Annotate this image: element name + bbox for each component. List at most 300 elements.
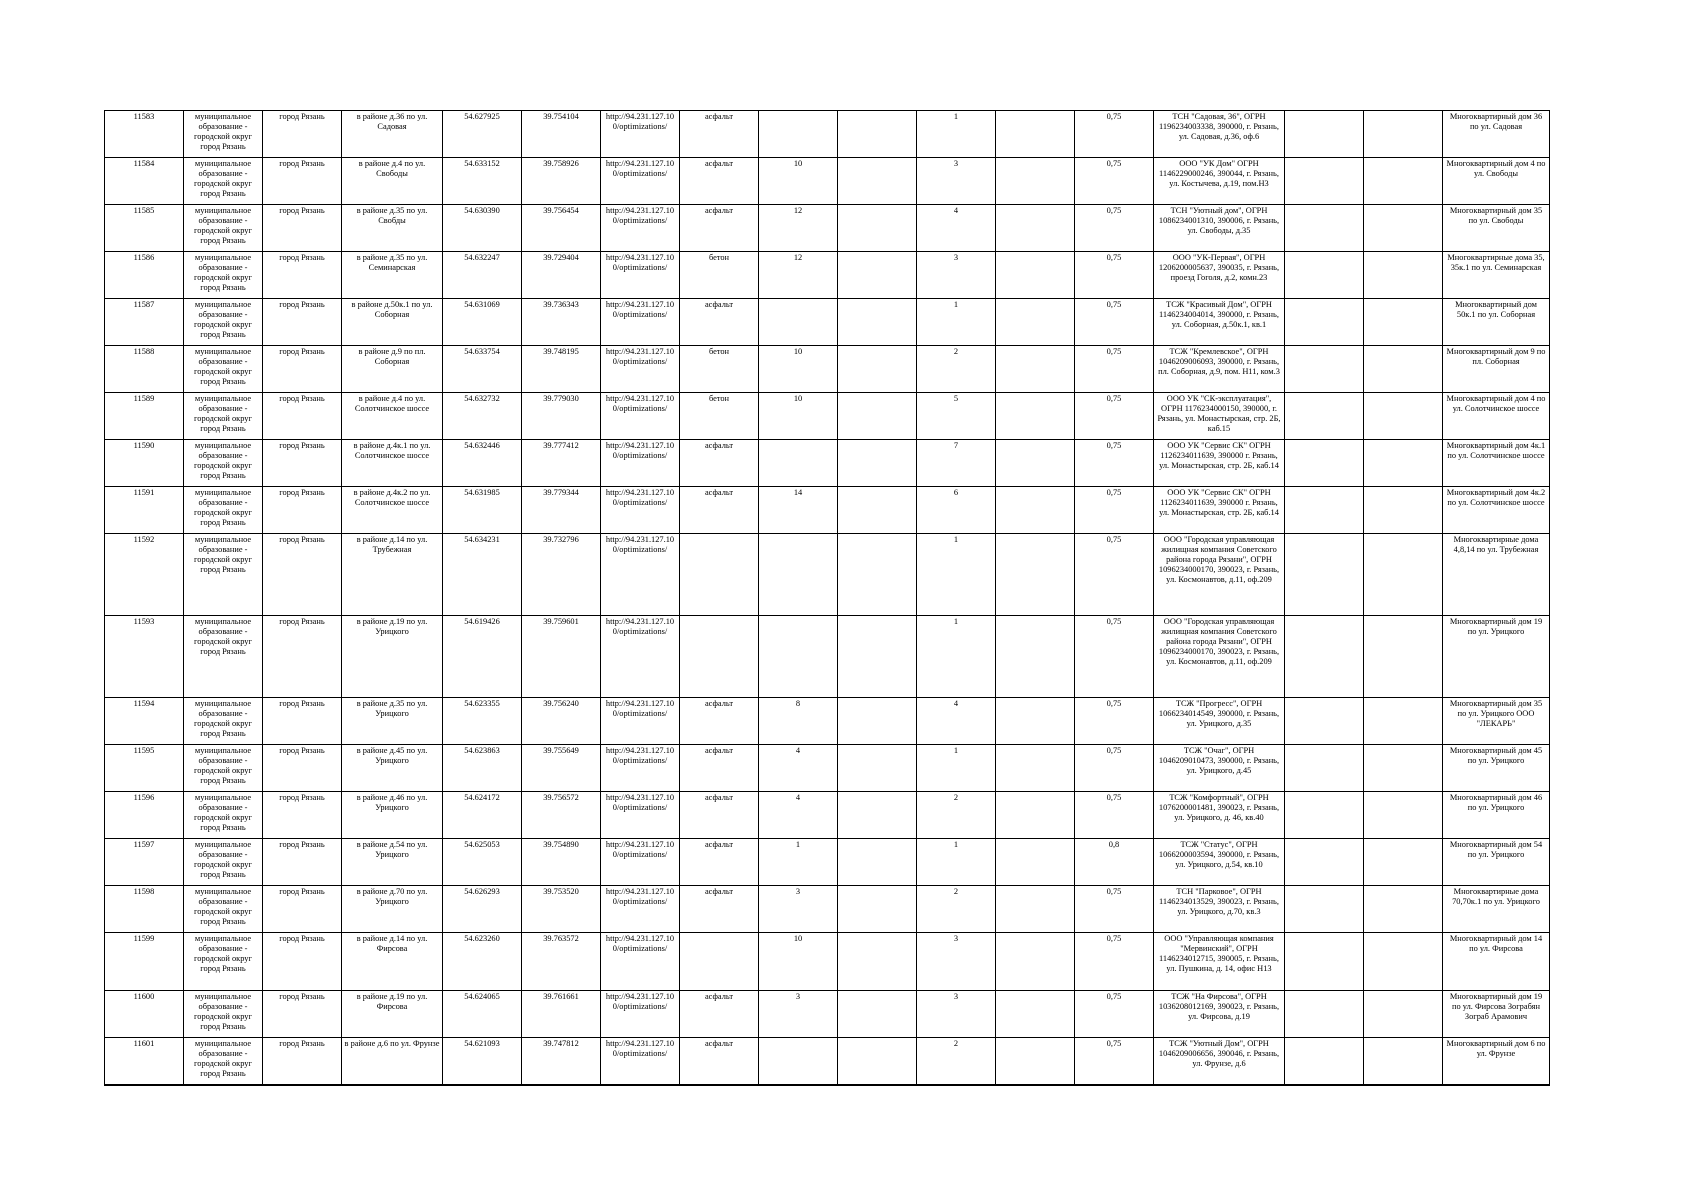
latitude-cell: 54.630390 — [443, 205, 522, 252]
owner-cell: ТСЖ "Прогресс", ОГРН 1066234014549, 390000, г. Рязань, ул. Урицкого, д.35 — [1154, 698, 1285, 745]
surface-cell: асфальт — [680, 839, 759, 886]
table-row — [105, 487, 1550, 534]
surface-cell: бетон — [680, 346, 759, 393]
row-id: 11588 — [105, 346, 184, 393]
table-row — [105, 299, 1550, 346]
col12-cell — [996, 792, 1075, 839]
latitude-cell: 54.624065 — [443, 991, 522, 1038]
city-cell: город Рязань — [263, 158, 342, 205]
location-cell: в районе д.14 по ул. Трубежная — [342, 534, 443, 616]
col10-cell — [838, 933, 917, 991]
row-id: 11594 — [105, 698, 184, 745]
col12-cell — [996, 616, 1075, 698]
count-cell: 2 — [917, 886, 996, 933]
table-row — [105, 205, 1550, 252]
location-cell: в районе д.4к.2 по ул. Солотчинское шоссе — [342, 487, 443, 534]
url-cell: http://94.231.127.10 0/optimizations/ — [601, 111, 680, 158]
table-row — [105, 991, 1550, 1038]
city-cell: город Рязань — [263, 252, 342, 299]
municipality-cell: муниципальное образование - городской округ город Рязань — [184, 111, 263, 158]
longitude-cell: 39.779030 — [522, 393, 601, 440]
volume-cell: 0,75 — [1075, 616, 1154, 698]
surface-cell: асфальт — [680, 745, 759, 792]
url-cell: http://94.231.127.10 0/optimizations/ — [601, 487, 680, 534]
latitude-cell: 54.623863 — [443, 745, 522, 792]
col12-cell — [996, 487, 1075, 534]
table-row — [105, 1038, 1550, 1085]
table-row — [105, 440, 1550, 487]
volume-cell: 0,75 — [1075, 111, 1154, 158]
col16-cell — [1364, 252, 1443, 299]
col15-cell — [1285, 440, 1364, 487]
col16-cell — [1364, 205, 1443, 252]
volume-cell: 0,75 — [1075, 991, 1154, 1038]
longitude-cell: 39.758926 — [522, 158, 601, 205]
col12-cell — [996, 299, 1075, 346]
col10-cell — [838, 252, 917, 299]
table-row — [105, 933, 1550, 991]
url-cell: http://94.231.127.10 0/optimizations/ — [601, 616, 680, 698]
city-cell: город Рязань — [263, 1038, 342, 1085]
city-cell: город Рязань — [263, 534, 342, 616]
volume-cell: 0,75 — [1075, 393, 1154, 440]
url-cell: http://94.231.127.10 0/optimizations/ — [601, 299, 680, 346]
municipality-cell: муниципальное образование - городской округ город Рязань — [184, 158, 263, 205]
city-cell: город Рязань — [263, 346, 342, 393]
col9-cell: 8 — [759, 698, 838, 745]
owner-cell: ТСН "Садовая, 36", ОГРН 1196234003338, 390000, г. Рязань, ул. Садовая, д.36, оф.6 — [1154, 111, 1285, 158]
owner-cell: ТСЖ "Комфортный", ОГРН 1076200001481, 390023, г. Рязань, ул. Урицкого, д. 46, кв.40 — [1154, 792, 1285, 839]
municipality-cell: муниципальное образование - городской округ город Рязань — [184, 745, 263, 792]
city-cell: город Рязань — [263, 792, 342, 839]
col9-cell: 10 — [759, 158, 838, 205]
col16-cell — [1364, 440, 1443, 487]
col9-cell: 3 — [759, 886, 838, 933]
longitude-cell: 39.761661 — [522, 991, 601, 1038]
count-cell: 1 — [917, 534, 996, 616]
col16-cell — [1364, 991, 1443, 1038]
surface-cell — [680, 616, 759, 698]
col15-cell — [1285, 252, 1364, 299]
table-row — [105, 792, 1550, 839]
col12-cell — [996, 111, 1075, 158]
city-cell: город Рязань — [263, 886, 342, 933]
owner-cell: ООО "Управляющая компания "Мервинский", ОГРН 1146234012715, 390005, г. Рязань, ул. Пушкина, д. 14, офис Н13 — [1154, 933, 1285, 991]
count-cell: 3 — [917, 158, 996, 205]
col10-cell — [838, 299, 917, 346]
col9-cell — [759, 1038, 838, 1085]
col12-cell — [996, 393, 1075, 440]
col9-cell: 4 — [759, 792, 838, 839]
latitude-cell: 54.623355 — [443, 698, 522, 745]
table-row — [105, 745, 1550, 792]
count-cell: 5 — [917, 393, 996, 440]
city-cell: город Рязань — [263, 616, 342, 698]
municipality-cell: муниципальное образование - городской округ город Рязань — [184, 252, 263, 299]
count-cell: 3 — [917, 933, 996, 991]
surface-cell: асфальт — [680, 299, 759, 346]
col10-cell — [838, 698, 917, 745]
col12-cell — [996, 933, 1075, 991]
col9-cell: 10 — [759, 393, 838, 440]
source-cell: Многоквартирный дом 6 по ул. Фрунзе — [1443, 1038, 1550, 1085]
url-cell: http://94.231.127.10 0/optimizations/ — [601, 346, 680, 393]
col10-cell — [838, 1038, 917, 1085]
location-cell: в районе д.54 по ул. Урицкого — [342, 839, 443, 886]
longitude-cell: 39.763572 — [522, 933, 601, 991]
col9-cell: 10 — [759, 346, 838, 393]
col16-cell — [1364, 745, 1443, 792]
url-cell: http://94.231.127.10 0/optimizations/ — [601, 393, 680, 440]
volume-cell: 0,75 — [1075, 158, 1154, 205]
surface-cell — [680, 534, 759, 616]
url-cell: http://94.231.127.10 0/optimizations/ — [601, 252, 680, 299]
col10-cell — [838, 886, 917, 933]
location-cell: в районе д.4к.1 по ул. Солотчинское шоссе — [342, 440, 443, 487]
col16-cell — [1364, 534, 1443, 616]
col15-cell — [1285, 111, 1364, 158]
col16-cell — [1364, 487, 1443, 534]
city-cell: город Рязань — [263, 698, 342, 745]
city-cell: город Рязань — [263, 933, 342, 991]
col16-cell — [1364, 158, 1443, 205]
col12-cell — [996, 1038, 1075, 1085]
location-cell: в районе д.6 по ул. Фрунзе — [342, 1038, 443, 1085]
source-cell: Многоквартирные дома 70,70к.1 по ул. Урицкого — [1443, 886, 1550, 933]
col9-cell: 12 — [759, 252, 838, 299]
volume-cell: 0,75 — [1075, 205, 1154, 252]
count-cell: 6 — [917, 487, 996, 534]
longitude-cell: 39.753520 — [522, 886, 601, 933]
owner-cell: ООО "УК-Первая", ОГРН 1206200005637, 390035, г. Рязань, проезд Гоголя, д.2, комн.23 — [1154, 252, 1285, 299]
location-cell: в районе д.4 по ул. Солотчинское шоссе — [342, 393, 443, 440]
col9-cell — [759, 440, 838, 487]
count-cell: 3 — [917, 991, 996, 1038]
location-cell: в районе д.4 по ул. Свободы — [342, 158, 443, 205]
longitude-cell: 39.736343 — [522, 299, 601, 346]
surface-cell: асфальт — [680, 111, 759, 158]
col15-cell — [1285, 534, 1364, 616]
owner-cell: ООО "УК Дом" ОГРН 1146229000246, 390044, г. Рязань, ул. Костычева, д.19, пом.Н3 — [1154, 158, 1285, 205]
surface-cell: асфальт — [680, 991, 759, 1038]
location-cell: в районе д.50к.1 по ул. Соборная — [342, 299, 443, 346]
col10-cell — [838, 393, 917, 440]
col15-cell — [1285, 487, 1364, 534]
col15-cell — [1285, 158, 1364, 205]
municipality-cell: муниципальное образование - городской округ город Рязань — [184, 440, 263, 487]
municipality-cell: муниципальное образование - городской округ город Рязань — [184, 991, 263, 1038]
volume-cell: 0,75 — [1075, 1038, 1154, 1085]
latitude-cell: 54.632247 — [443, 252, 522, 299]
longitude-cell: 39.779344 — [522, 487, 601, 534]
longitude-cell: 39.729404 — [522, 252, 601, 299]
municipality-cell: муниципальное образование - городской округ город Рязань — [184, 616, 263, 698]
row-id: 11598 — [105, 886, 184, 933]
table-row — [105, 616, 1550, 698]
volume-cell: 0,8 — [1075, 839, 1154, 886]
location-cell: в районе д.70 по ул. Урицкого — [342, 886, 443, 933]
longitude-cell: 39.748195 — [522, 346, 601, 393]
col12-cell — [996, 698, 1075, 745]
count-cell: 2 — [917, 1038, 996, 1085]
surface-cell: бетон — [680, 393, 759, 440]
city-cell: город Рязань — [263, 991, 342, 1038]
volume-cell: 0,75 — [1075, 299, 1154, 346]
source-cell: Многоквартирный дом 35 по ул. Свободы — [1443, 205, 1550, 252]
latitude-cell: 54.626293 — [443, 886, 522, 933]
municipality-cell: муниципальное образование - городской округ город Рязань — [184, 346, 263, 393]
col9-cell — [759, 111, 838, 158]
col10-cell — [838, 534, 917, 616]
col16-cell — [1364, 111, 1443, 158]
col15-cell — [1285, 886, 1364, 933]
volume-cell: 0,75 — [1075, 698, 1154, 745]
location-cell: в районе д.45 по ул. Урицкого — [342, 745, 443, 792]
surface-cell: асфальт — [680, 886, 759, 933]
longitude-cell: 39.755649 — [522, 745, 601, 792]
municipality-cell: муниципальное образование - городской округ город Рязань — [184, 698, 263, 745]
source-cell: Многоквартирные дома 4,8,14 по ул. Трубежная — [1443, 534, 1550, 616]
url-cell: http://94.231.127.10 0/optimizations/ — [601, 839, 680, 886]
longitude-cell: 39.756454 — [522, 205, 601, 252]
location-cell: в районе д.35 по ул. Урицкого — [342, 698, 443, 745]
col16-cell — [1364, 933, 1443, 991]
table-row — [105, 346, 1550, 393]
owner-cell: ТСЖ "Статус", ОГРН 1066200003594, 390000, г. Рязань, ул. Урицкого, д.54, кв.10 — [1154, 839, 1285, 886]
col16-cell — [1364, 886, 1443, 933]
table-row — [105, 393, 1550, 440]
col12-cell — [996, 534, 1075, 616]
owner-cell: ТСН "Парковое", ОГРН 1146234013529, 390023, г. Рязань, ул. Урицкого, д.70, кв.3 — [1154, 886, 1285, 933]
col10-cell — [838, 205, 917, 252]
surface-cell: асфальт — [680, 158, 759, 205]
surface-cell: асфальт — [680, 487, 759, 534]
col9-cell — [759, 534, 838, 616]
url-cell: http://94.231.127.10 0/optimizations/ — [601, 886, 680, 933]
url-cell: http://94.231.127.10 0/optimizations/ — [601, 158, 680, 205]
surface-cell: бетон — [680, 252, 759, 299]
owner-cell: ТСЖ "Очаг", ОГРН 1046209010473, 390000, г. Рязань, ул. Урицкого, д.45 — [1154, 745, 1285, 792]
volume-cell: 0,75 — [1075, 252, 1154, 299]
count-cell: 1 — [917, 616, 996, 698]
latitude-cell: 54.625053 — [443, 839, 522, 886]
municipality-cell: муниципальное образование - городской округ город Рязань — [184, 839, 263, 886]
col16-cell — [1364, 792, 1443, 839]
col9-cell — [759, 299, 838, 346]
count-cell: 2 — [917, 792, 996, 839]
col10-cell — [838, 792, 917, 839]
col15-cell — [1285, 933, 1364, 991]
location-cell: в районе д.9 по пл. Соборная — [342, 346, 443, 393]
longitude-cell: 39.756572 — [522, 792, 601, 839]
col15-cell — [1285, 393, 1364, 440]
col16-cell — [1364, 1038, 1443, 1085]
col15-cell — [1285, 839, 1364, 886]
location-cell: в районе д.14 по ул. Фирсова — [342, 933, 443, 991]
col15-cell — [1285, 698, 1364, 745]
source-cell: Многоквартирные дома 35, 35к.1 по ул. Семинарская — [1443, 252, 1550, 299]
latitude-cell: 54.631069 — [443, 299, 522, 346]
source-cell: Многоквартирный дом 45 по ул. Урицкого — [1443, 745, 1550, 792]
col12-cell — [996, 440, 1075, 487]
surface-cell: асфальт — [680, 1038, 759, 1085]
city-cell: город Рязань — [263, 205, 342, 252]
source-cell: Многоквартирный дом 19 по ул. Фирсова Зограбян Зограб Арамович — [1443, 991, 1550, 1038]
latitude-cell: 54.623260 — [443, 933, 522, 991]
col10-cell — [838, 440, 917, 487]
municipality-cell: муниципальное образование - городской округ город Рязань — [184, 933, 263, 991]
latitude-cell: 54.632732 — [443, 393, 522, 440]
city-cell: город Рязань — [263, 299, 342, 346]
col12-cell — [996, 346, 1075, 393]
owner-cell: ТСЖ "Кремлевское", ОГРН 1046209006093, 390000, г. Рязань, пл. Соборная, д.9, пом. Н11, ком.3 — [1154, 346, 1285, 393]
count-cell: 7 — [917, 440, 996, 487]
latitude-cell: 54.624172 — [443, 792, 522, 839]
count-cell: 1 — [917, 111, 996, 158]
owner-cell: ООО УК "Сервис СК" ОГРН 1126234011639, 390000 г. Рязань, ул. Монастырская, стр. 2Б, каб.14 — [1154, 487, 1285, 534]
row-id: 11589 — [105, 393, 184, 440]
municipality-cell: муниципальное образование - городской округ город Рязань — [184, 487, 263, 534]
owner-cell: ООО УК "СК-эксплуатация", ОГРН 1176234000150, 390000, г. Рязань, ул. Монастырская, стр. 2Б, каб.15 — [1154, 393, 1285, 440]
count-cell: 1 — [917, 839, 996, 886]
table-row — [105, 534, 1550, 616]
latitude-cell: 54.633754 — [443, 346, 522, 393]
source-cell: Многоквартирный дом 4 по ул. Солотчинское шоссе — [1443, 393, 1550, 440]
col10-cell — [838, 745, 917, 792]
longitude-cell: 39.754890 — [522, 839, 601, 886]
col15-cell — [1285, 1038, 1364, 1085]
volume-cell: 0,75 — [1075, 792, 1154, 839]
table-row — [105, 839, 1550, 886]
longitude-cell: 39.759601 — [522, 616, 601, 698]
source-cell: Многоквартирный дом 54 по ул. Урицкого — [1443, 839, 1550, 886]
city-cell: город Рязань — [263, 745, 342, 792]
city-cell: город Рязань — [263, 487, 342, 534]
source-cell: Многоквартирный дом 46 по ул. Урицкого — [1443, 792, 1550, 839]
row-id: 11599 — [105, 933, 184, 991]
municipality-cell: муниципальное образование - городской округ город Рязань — [184, 299, 263, 346]
surface-cell: асфальт — [680, 792, 759, 839]
volume-cell: 0,75 — [1075, 440, 1154, 487]
col15-cell — [1285, 346, 1364, 393]
col12-cell — [996, 886, 1075, 933]
surface-cell: асфальт — [680, 205, 759, 252]
surface-cell — [680, 933, 759, 991]
col12-cell — [996, 991, 1075, 1038]
url-cell: http://94.231.127.10 0/optimizations/ — [601, 933, 680, 991]
source-cell: Многоквартирный дом 4 по ул. Свободы — [1443, 158, 1550, 205]
count-cell: 1 — [917, 745, 996, 792]
col15-cell — [1285, 299, 1364, 346]
city-cell: город Рязань — [263, 111, 342, 158]
col10-cell — [838, 111, 917, 158]
location-cell: в районе д.35 по ул. Семинарская — [342, 252, 443, 299]
row-id: 11584 — [105, 158, 184, 205]
url-cell: http://94.231.127.10 0/optimizations/ — [601, 440, 680, 487]
source-cell: Многоквартирный дом 4к.1 по ул. Солотчинское шоссе — [1443, 440, 1550, 487]
col10-cell — [838, 616, 917, 698]
col16-cell — [1364, 698, 1443, 745]
municipality-cell: муниципальное образование - городской округ город Рязань — [184, 205, 263, 252]
table-row — [105, 886, 1550, 933]
col15-cell — [1285, 205, 1364, 252]
col15-cell — [1285, 616, 1364, 698]
url-cell: http://94.231.127.10 0/optimizations/ — [601, 698, 680, 745]
col9-cell: 1 — [759, 839, 838, 886]
source-cell: Многоквартирный дом 4к.2 по ул. Солотчинское шоссе — [1443, 487, 1550, 534]
owner-cell: ТСЖ "Красивый Дом", ОГРН 1146234004014, 390000, г. Рязань, ул. Соборная, д.50к.1, кв.1 — [1154, 299, 1285, 346]
table-row — [105, 698, 1550, 745]
url-cell: http://94.231.127.10 0/optimizations/ — [601, 792, 680, 839]
col9-cell: 14 — [759, 487, 838, 534]
municipality-cell: муниципальное образование - городской округ город Рязань — [184, 792, 263, 839]
col12-cell — [996, 745, 1075, 792]
url-cell: http://94.231.127.10 0/optimizations/ — [601, 205, 680, 252]
col9-cell: 3 — [759, 991, 838, 1038]
municipality-cell: муниципальное образование - городской округ город Рязань — [184, 886, 263, 933]
col9-cell: 4 — [759, 745, 838, 792]
city-cell: город Рязань — [263, 393, 342, 440]
row-id: 11583 — [105, 111, 184, 158]
source-cell: Многоквартирный дом 14 по ул. Фирсова — [1443, 933, 1550, 991]
url-cell: http://94.231.127.10 0/optimizations/ — [601, 1038, 680, 1085]
col16-cell — [1364, 393, 1443, 440]
table-row — [105, 252, 1550, 299]
url-cell: http://94.231.127.10 0/optimizations/ — [601, 745, 680, 792]
col16-cell — [1364, 839, 1443, 886]
latitude-cell: 54.621093 — [443, 1038, 522, 1085]
surface-cell: асфальт — [680, 698, 759, 745]
col15-cell — [1285, 991, 1364, 1038]
latitude-cell: 54.627925 — [443, 111, 522, 158]
longitude-cell: 39.777412 — [522, 440, 601, 487]
location-cell: в районе д.19 по ул. Урицкого — [342, 616, 443, 698]
count-cell: 1 — [917, 299, 996, 346]
col12-cell — [996, 839, 1075, 886]
row-id: 11585 — [105, 205, 184, 252]
owner-cell: ТСН "Уютный дом", ОГРН 1086234001310, 390006, г. Рязань, ул. Свободы, д.35 — [1154, 205, 1285, 252]
source-cell: Многоквартирный дом 36 по ул. Садовая — [1443, 111, 1550, 158]
row-id: 11586 — [105, 252, 184, 299]
location-cell: в районе д.19 по ул. Фирсова — [342, 991, 443, 1038]
municipality-cell: муниципальное образование - городской округ город Рязань — [184, 1038, 263, 1085]
col16-cell — [1364, 346, 1443, 393]
owner-cell: ООО "Городская управляющая жилищная компания Советского района города Рязани", ОГРН 1096234000170, 390023, г. Рязань, ул. Космонавтов, д.11, оф.209 — [1154, 534, 1285, 616]
col10-cell — [838, 346, 917, 393]
row-id: 11597 — [105, 839, 184, 886]
volume-cell: 0,75 — [1075, 487, 1154, 534]
city-cell: город Рязань — [263, 839, 342, 886]
col10-cell — [838, 991, 917, 1038]
col9-cell: 12 — [759, 205, 838, 252]
row-id: 11591 — [105, 487, 184, 534]
municipality-cell: муниципальное образование - городской округ город Рязань — [184, 393, 263, 440]
table-row — [105, 158, 1550, 205]
source-cell: Многоквартирный дом 19 по ул. Урицкого — [1443, 616, 1550, 698]
col12-cell — [996, 252, 1075, 299]
location-cell: в районе д.35 по ул. Свобды — [342, 205, 443, 252]
source-cell: Многоквартирный дом 50к.1 по ул. Соборная — [1443, 299, 1550, 346]
row-id: 11587 — [105, 299, 184, 346]
owner-cell: ООО "Городская управляющая жилищная компания Советского района города Рязани", ОГРН 1096234000170, 390023, г. Рязань, ул. Космонавтов, д.11, оф.209 — [1154, 616, 1285, 698]
col10-cell — [838, 487, 917, 534]
row-id: 11595 — [105, 745, 184, 792]
source-cell: Многоквартирный дом 9 по пл. Соборная — [1443, 346, 1550, 393]
owner-cell: ТСЖ "Уютный Дом", ОГРН 1046209006656, 390046, г. Рязань, ул. Фрунзе, д.6 — [1154, 1038, 1285, 1085]
volume-cell: 0,75 — [1075, 745, 1154, 792]
source-cell: Многоквартирный дом 35 по ул. Урицкого ООО "ЛЕКАРЬ" — [1443, 698, 1550, 745]
col15-cell — [1285, 745, 1364, 792]
